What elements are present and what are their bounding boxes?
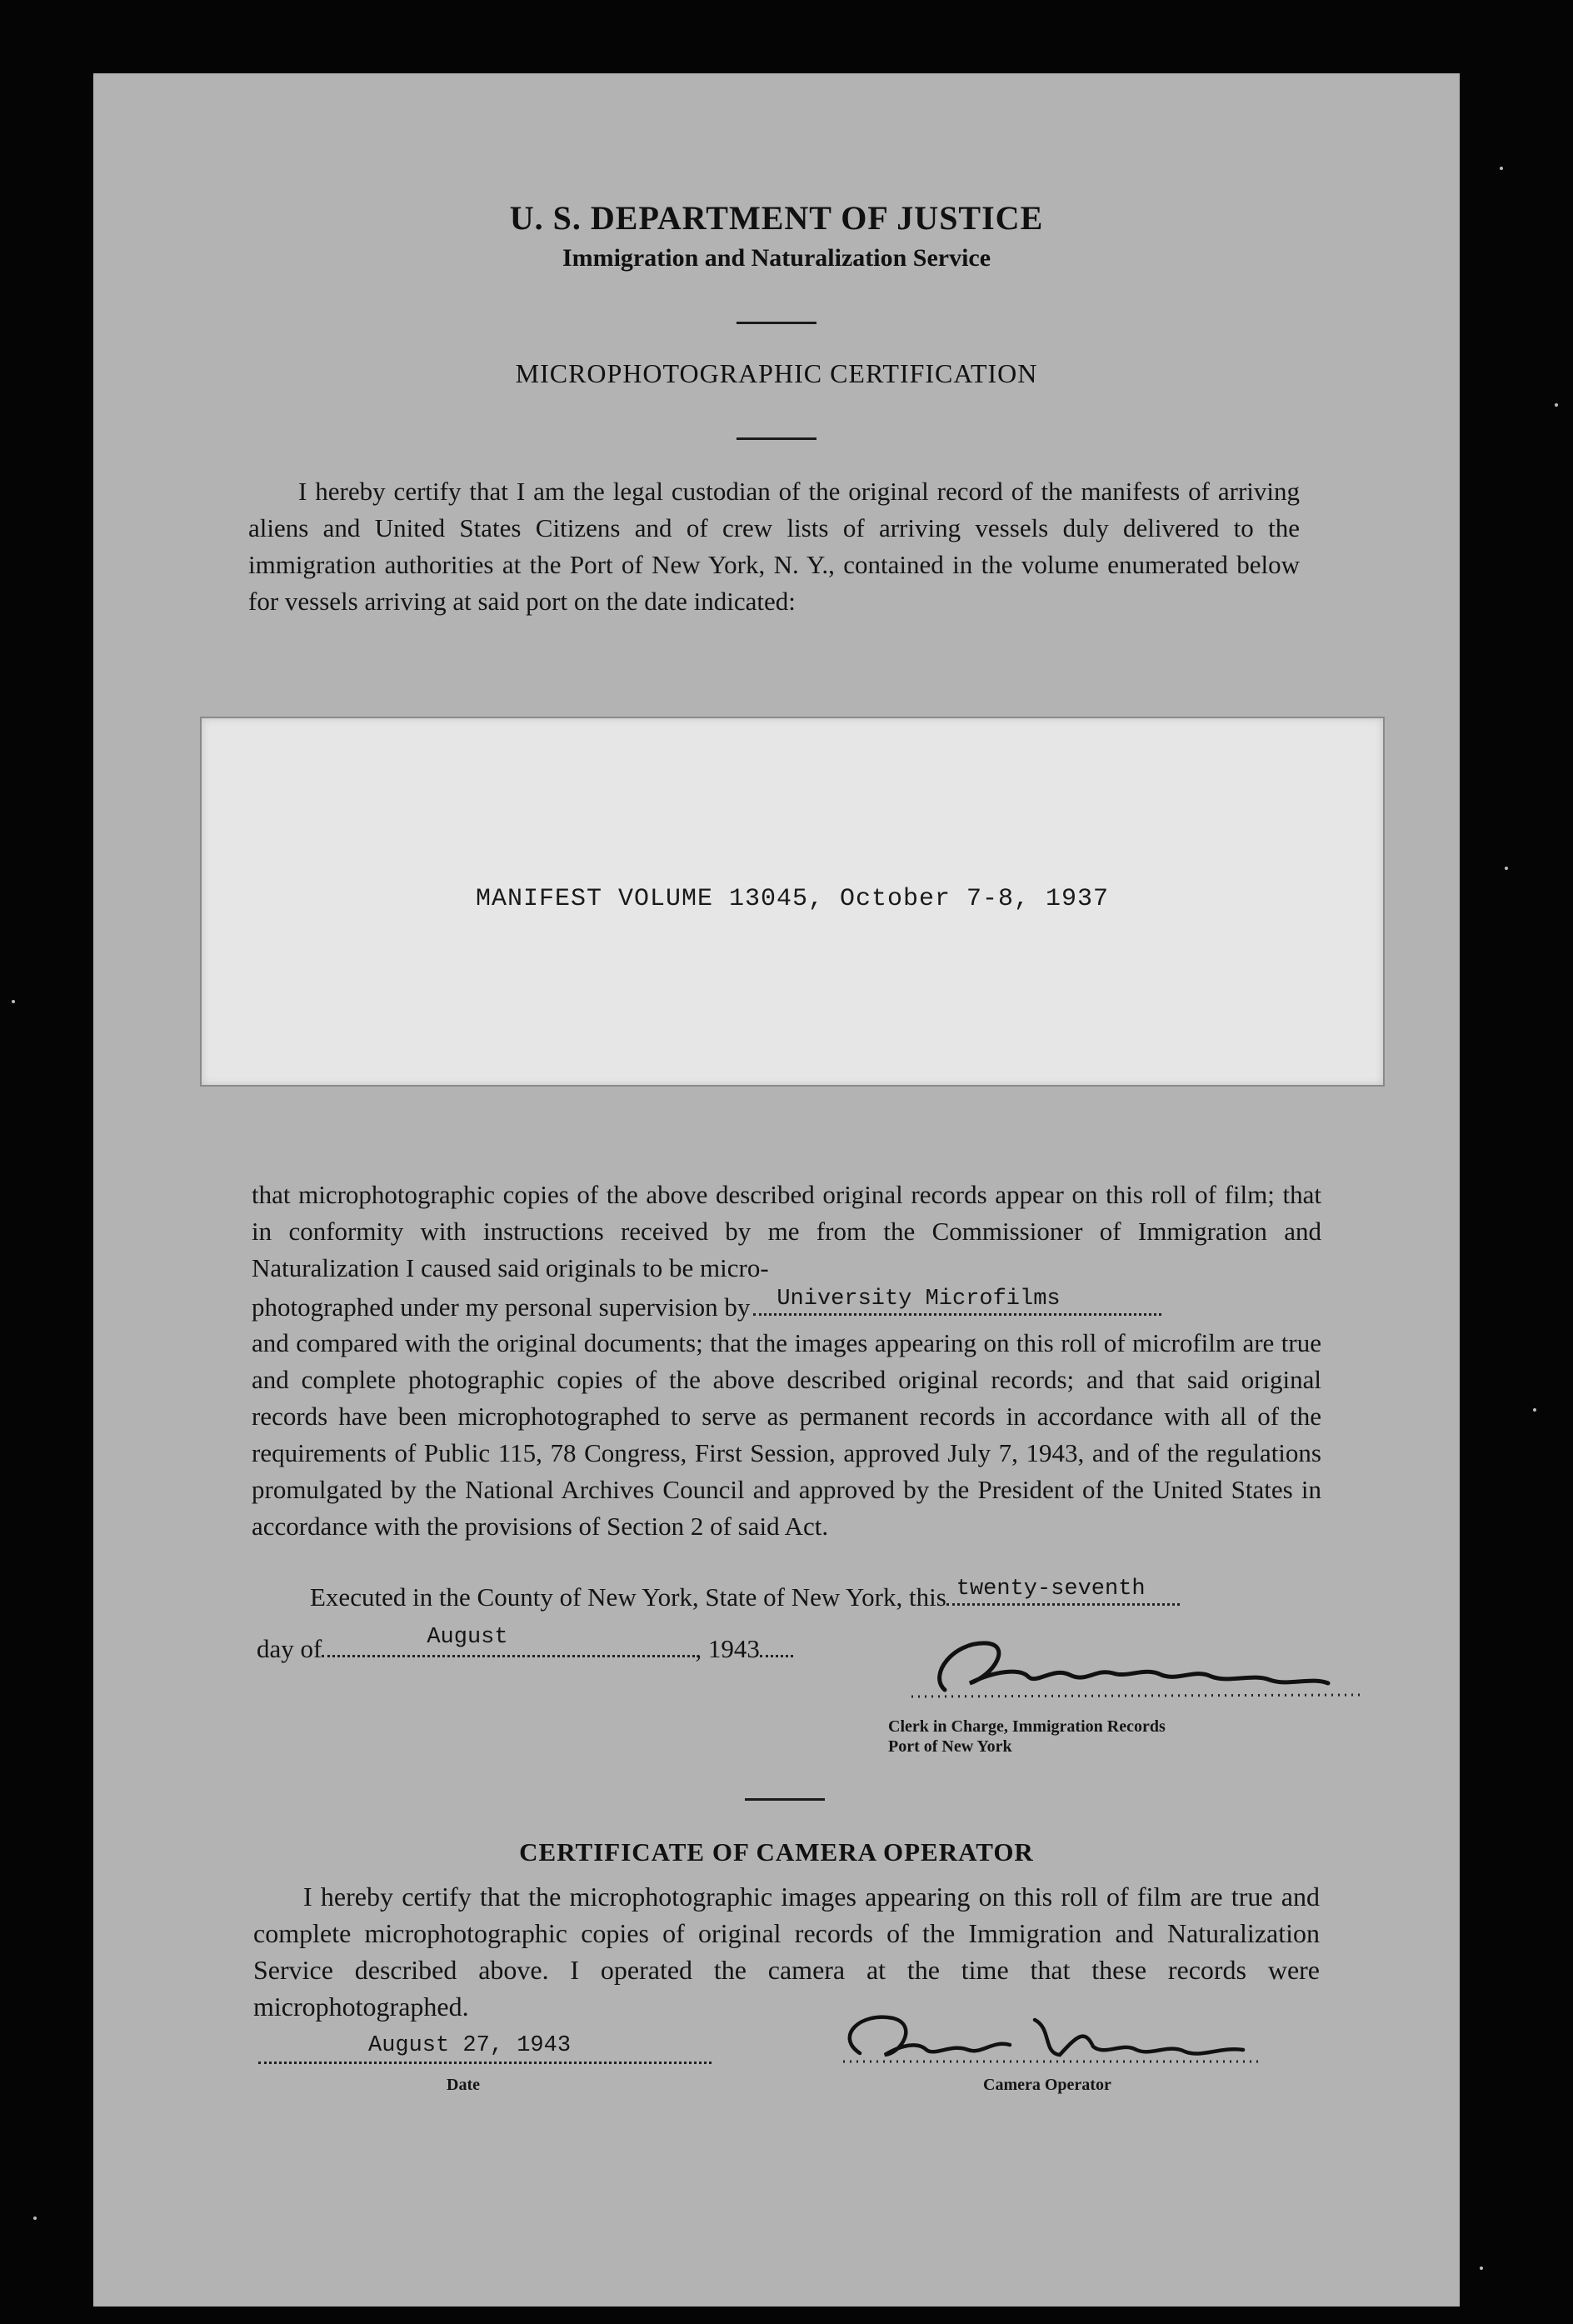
clerk-title-line1: Clerk in Charge, Immigration Records <box>888 1717 1166 1736</box>
divider <box>737 322 816 324</box>
volume-card <box>200 717 1385 1087</box>
day-of-label: day of <box>257 1634 322 1663</box>
scan-speck <box>33 2217 37 2220</box>
department-heading: U. S. DEPARTMENT OF JUSTICE <box>509 199 1044 237</box>
clerk-signature <box>895 1625 1378 1708</box>
intro-paragraph <box>248 473 1300 620</box>
scan-speck <box>1533 1408 1536 1412</box>
supervisor-name: University Microfilms <box>777 1287 1061 1312</box>
body-paragraph-1 <box>252 1177 1321 1287</box>
camera-certificate-title: CERTIFICATE OF CAMERA OPERATOR <box>519 1837 1034 1867</box>
scan-speck <box>1555 403 1558 407</box>
year-trailing-dots <box>760 1632 793 1657</box>
supervisor-field <box>753 1288 1161 1316</box>
camera-operator-label: Camera Operator <box>983 2076 1111 2094</box>
month-field <box>322 1625 695 1657</box>
clerk-title-line2: Port of New York <box>888 1737 1012 1756</box>
body-text-1: that microphotographic copies of the above described original records appear on this roll of film; that in conformity with instructions received by me from the Commissioner of Immigration and Naturalization I caused said originals to be micro- <box>252 1180 1321 1282</box>
executed-day-field <box>946 1578 1180 1606</box>
camera-operator-signature <box>810 2003 1276 2070</box>
intro-text: I hereby certify that I am the legal custodian of the original record of the manifests of arriving aliens and United States Citizens and of crew lists of arriving vessels duly delivered to the immigration authorities at the Port of New York, N. Y., contained in the volume enumerated below for vessels arriving at said port on the date indicated: <box>248 477 1300 616</box>
scan-speck <box>1480 2267 1483 2270</box>
service-subheading: Immigration and Naturalization Service <box>562 244 991 272</box>
date-label: Date <box>447 2076 480 2094</box>
scan-speck <box>1505 867 1508 870</box>
day-of-line <box>257 1625 940 1667</box>
certificate-sheet <box>93 73 1460 2307</box>
divider <box>737 437 816 440</box>
scan-speck <box>12 1000 15 1003</box>
clerk-title <box>888 1717 1305 1757</box>
executed-month: August <box>427 1625 508 1650</box>
supervision-prefix: photographed under my personal supervision by <box>252 1292 751 1322</box>
body-paragraph-2 <box>252 1325 1321 1545</box>
scan-speck <box>1500 167 1503 170</box>
supervision-line <box>252 1288 1321 1322</box>
executed-line <box>310 1578 1343 1615</box>
body-text-2: and compared with the original documents; that the images appearing on this roll of microfilm are true and complete photographic copies of the above described original records; and that said original records have been microphotographed to serve as permanent records in accordance with all of the requirements of Public 115, 78 Congress, First Session, approved July 7, 1943, and of the regulations promulgated by the National Archives Council and approved by the President of the United States in accordance with the provisions of Section 2 of said Act. <box>252 1328 1321 1541</box>
camera-date-field <box>258 2028 712 2064</box>
camera-text: I hereby certify that the microphotographic images appearing on this roll of film are true and complete microphotographic copies of original records of the Immigration and Naturalization Service described above. I operated the camera at the time that these records were microphotographed. <box>253 1882 1320 2022</box>
executed-day: twenty-seventh <box>956 1577 1146 1602</box>
divider <box>745 1798 825 1801</box>
manifest-volume: MANIFEST VOLUME 13045, October 7-8, 1937 <box>475 885 1110 913</box>
camera-date: August 27, 1943 <box>368 2033 572 2058</box>
executed-year: , 1943 <box>695 1634 760 1663</box>
executed-prefix: Executed in the County of New York, State of New York, this <box>310 1582 946 1612</box>
certification-title: MICROPHOTOGRAPHIC CERTIFICATION <box>515 358 1038 388</box>
